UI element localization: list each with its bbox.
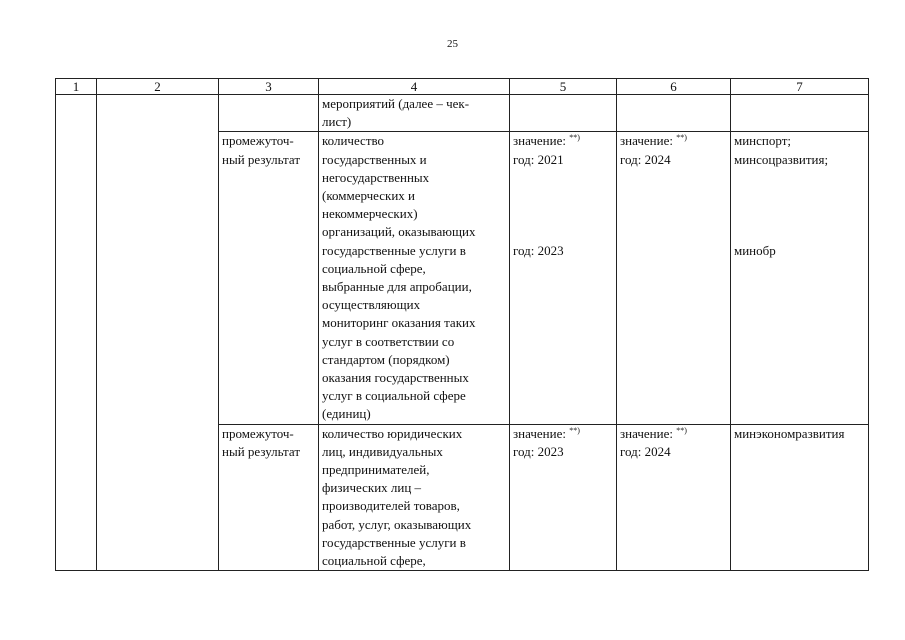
table-row [56, 95, 869, 132]
responsible-ministries: минспорт; минсоцразвития; [734, 133, 829, 167]
cell-result-type [219, 95, 319, 132]
cell-result-type: промежуточ- ный результат [219, 424, 319, 571]
column-header-4: 4 [319, 79, 510, 95]
cell-base-value [510, 424, 617, 571]
value-label: значение: [513, 425, 566, 441]
value-label: значение: [620, 425, 673, 441]
page-number: 25 [447, 38, 458, 50]
cell-target-value [617, 132, 731, 424]
cell-responsible [731, 132, 869, 424]
value-label: значение: [620, 133, 673, 149]
cell-responsible: минэкономразвития [731, 424, 869, 571]
indicator-table [55, 78, 869, 571]
cell-responsible [731, 95, 869, 132]
target-year: год: 2024 [620, 151, 671, 167]
column-header-5: 5 [510, 79, 617, 95]
cell-col2-merged [97, 95, 219, 571]
cell-target-value [617, 95, 731, 132]
cell-indicator: мероприятий (далее – чек- лист) [319, 95, 510, 132]
column-header-6: 6 [617, 79, 731, 95]
cell-indicator: количество юридических лиц, индивидуальных предпринимателей, физических лиц – производителей товаров, работ, услуг, оказывающих государственные услуги в социальной сфере, [319, 424, 510, 571]
footnote-mark: **) [569, 425, 580, 435]
column-header-2: 2 [97, 79, 219, 95]
base-year: год: 2021 [513, 151, 564, 167]
column-header-1: 1 [56, 79, 97, 95]
base-year: год: 2023 [513, 443, 564, 459]
cell-target-value [617, 424, 731, 571]
cell-base-value [510, 132, 617, 424]
value-label: значение: [513, 133, 566, 149]
footnote-mark: **) [569, 133, 580, 143]
column-header-3: 3 [219, 79, 319, 95]
column-header-7: 7 [731, 79, 869, 95]
cell-indicator: количество государственных и негосударственных (коммерческих и некоммерческих) организаций, оказывающих государственные услуги в социальной сфере, выбранные для апробации, осуществляющих мониторинг оказания таких услуг в соответствии со стандартом (порядком) оказания государственных услуг в социальной сфере (единиц) [319, 132, 510, 424]
cell-col1-merged [56, 95, 97, 571]
cell-base-value [510, 95, 617, 132]
cell-result-type: промежуточ- ный результат [219, 132, 319, 424]
responsible-ministry-second: минобр [734, 242, 776, 258]
footnote-mark: **) [676, 425, 687, 435]
target-year: год: 2024 [620, 443, 671, 459]
base-year-second: год: 2023 [513, 242, 564, 258]
footnote-mark: **) [676, 133, 687, 143]
column-number-row [56, 79, 869, 95]
